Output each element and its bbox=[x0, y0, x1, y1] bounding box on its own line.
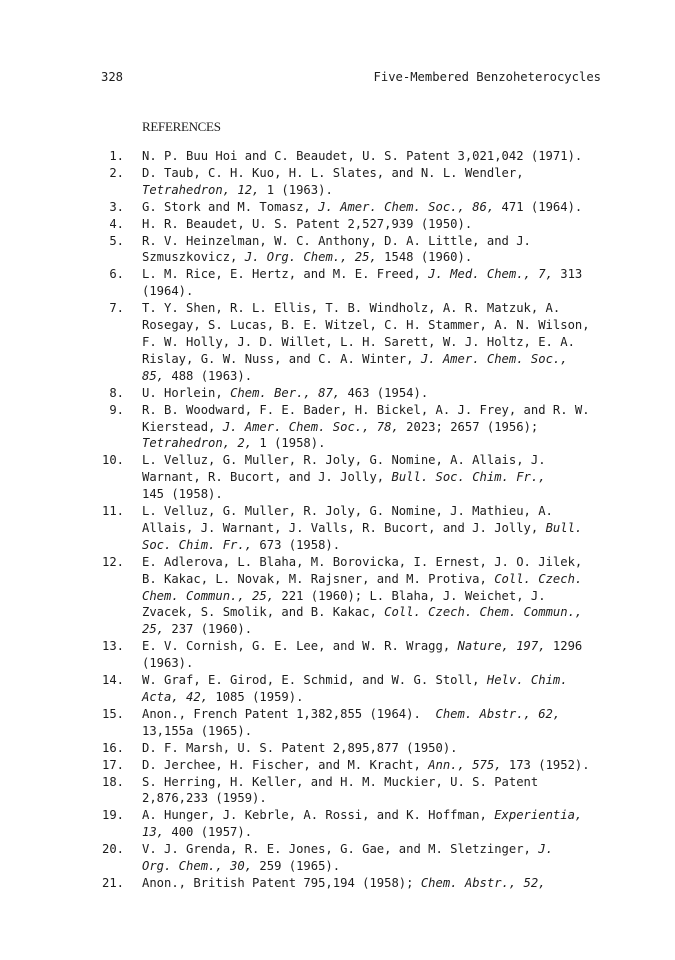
reference-line bbox=[142, 469, 610, 486]
reference-text bbox=[142, 266, 610, 300]
reference-line bbox=[142, 723, 610, 740]
reference-text bbox=[142, 638, 610, 672]
reference-line bbox=[142, 672, 610, 689]
citation-text: 1 (1963). bbox=[259, 182, 333, 197]
citation-text: 2,876,233 (1959). bbox=[142, 791, 267, 806]
citation-text: 1085 (1959). bbox=[208, 690, 304, 704]
citation-text: 313 bbox=[552, 267, 583, 282]
citation-italic: J. Amer. Chem. Soc., bbox=[420, 351, 568, 366]
reference-text bbox=[142, 452, 610, 503]
reference-item bbox=[100, 402, 610, 453]
reference-text bbox=[142, 757, 610, 774]
reference-line bbox=[142, 537, 610, 554]
reference-number: 17. bbox=[101, 757, 124, 772]
reference-number: 14. bbox=[101, 673, 124, 688]
citation-italic: Soc. Chim. Fr., bbox=[142, 537, 253, 552]
citation-text: Anon., French Patent 1,382,855 (1964). bbox=[142, 706, 436, 721]
citation-italic: Experientia, bbox=[494, 808, 583, 823]
citation-italic: Chem. Commun., 25, bbox=[142, 588, 275, 603]
citation-text: 1548 (1960). bbox=[376, 250, 473, 265]
reference-item bbox=[100, 165, 610, 199]
citation-italic: Chem. Abstr., 52, bbox=[420, 875, 546, 890]
reference-line bbox=[142, 283, 610, 300]
reference-line bbox=[142, 249, 610, 266]
reference-line bbox=[142, 604, 610, 621]
citation-italic: J. bbox=[538, 842, 553, 857]
reference-text bbox=[142, 199, 610, 216]
reference-line bbox=[142, 807, 610, 824]
reference-line bbox=[142, 216, 610, 233]
citation-text: L. Velluz, G. Muller, R. Joly, G. Nomine, J. Mathieu, A. bbox=[142, 504, 553, 519]
citation-text: N. P. Buu Hoi and C. Beaudet, U. S. Patent 3,021,042 (1971). bbox=[142, 149, 583, 163]
citation-text: L. M. Rice, E. Hertz, and M. E. Freed, bbox=[142, 267, 429, 282]
reference-text bbox=[142, 385, 610, 402]
reference-text bbox=[142, 672, 610, 706]
citation-text: U. Horlein, bbox=[142, 385, 231, 400]
citation-text: F. W. Holly, J. D. Willet, L. H. Sarett, W. J. Holtz, E. A. bbox=[142, 334, 575, 349]
reference-line bbox=[142, 419, 610, 436]
reference-number: 5. bbox=[109, 233, 124, 248]
citation-italic: Helv. Chim. bbox=[486, 673, 568, 688]
reference-line bbox=[142, 774, 610, 791]
reference-item bbox=[100, 300, 610, 385]
reference-text bbox=[142, 807, 610, 841]
reference-text bbox=[142, 875, 610, 892]
reference-text bbox=[142, 706, 610, 740]
reference-line bbox=[142, 148, 610, 165]
citation-italic: 25, bbox=[142, 622, 165, 637]
reference-line bbox=[142, 182, 610, 199]
citation-text: Warnant, R. Bucort, and J. Jolly, bbox=[142, 470, 392, 485]
reference-item bbox=[100, 774, 610, 808]
reference-line bbox=[142, 824, 610, 841]
citation-text: 1296 bbox=[545, 639, 583, 654]
reference-number: 6. bbox=[109, 267, 124, 282]
citation-text: W. Graf, E. Girod, E. Schmid, and W. G. Stoll, bbox=[142, 673, 487, 688]
citation-text: 221 (1960); L. Blaha, J. Weichet, J. bbox=[274, 588, 546, 603]
reference-item bbox=[100, 199, 610, 216]
reference-text bbox=[142, 841, 610, 875]
reference-line bbox=[142, 740, 610, 757]
reference-text bbox=[142, 148, 610, 165]
reference-number: 12. bbox=[101, 554, 124, 569]
citation-text: R. B. Woodward, F. E. Bader, H. Bickel, A. J. Frey, and R. W. bbox=[142, 402, 590, 417]
page-number: 328 bbox=[101, 70, 124, 84]
reference-number: 11. bbox=[101, 504, 124, 519]
citation-text: E. Adlerova, L. Blaha, M. Borovicka, I. Ernest, J. O. Jilek, bbox=[142, 554, 583, 569]
reference-item bbox=[100, 740, 610, 757]
citation-italic: J. Amer. Chem. Soc., 78, bbox=[222, 419, 399, 434]
reference-line bbox=[142, 300, 610, 317]
reference-number: 2. bbox=[109, 165, 124, 180]
citation-text: A. Hunger, J. Kebrle, A. Rossi, and K. Hoffman, bbox=[142, 808, 495, 823]
reference-text bbox=[142, 216, 610, 233]
reference-line bbox=[142, 621, 610, 638]
citation-text: 2023; 2657 (1956); bbox=[398, 419, 539, 434]
reference-line bbox=[142, 858, 610, 875]
reference-number: 8. bbox=[109, 385, 124, 400]
reference-item bbox=[100, 385, 610, 402]
citation-italic: Chem. Abstr., 62, bbox=[435, 706, 561, 721]
reference-number: 3. bbox=[109, 199, 124, 214]
reference-number: 15. bbox=[101, 706, 124, 721]
reference-line bbox=[142, 351, 610, 368]
references-heading: REFERENCES bbox=[142, 119, 221, 134]
citation-italic: Nature, 197, bbox=[457, 639, 546, 654]
citation-text: D. Jerchee, H. Fischer, and M. Kracht, bbox=[142, 757, 429, 772]
reference-item bbox=[100, 757, 610, 774]
citation-text: 145 (1958). bbox=[142, 487, 223, 502]
citation-italic: 13, bbox=[142, 825, 165, 840]
reference-line bbox=[142, 452, 610, 469]
reference-item bbox=[100, 807, 610, 841]
reference-line bbox=[142, 790, 610, 807]
reference-line bbox=[142, 841, 610, 858]
citation-italic: Acta, 42, bbox=[142, 690, 209, 704]
citation-text: 488 (1963). bbox=[164, 368, 253, 383]
citation-italic: Tetrahedron, 12, bbox=[142, 182, 260, 197]
citation-italic: Bull. Soc. Chim. Fr., bbox=[391, 470, 546, 485]
reference-item bbox=[100, 503, 610, 554]
reference-item bbox=[100, 638, 610, 672]
reference-text bbox=[142, 233, 610, 267]
citation-italic: 85, bbox=[142, 368, 165, 383]
reference-line bbox=[142, 588, 610, 605]
citation-text: 471 (1964). bbox=[494, 199, 583, 214]
reference-text bbox=[142, 740, 610, 757]
citation-text: Kierstead, bbox=[142, 419, 223, 434]
citation-text: Zvacek, S. Smolik, and B. Kakac, bbox=[142, 605, 385, 620]
citation-text: 463 (1954). bbox=[340, 385, 429, 400]
reference-text bbox=[142, 554, 610, 639]
citation-text: (1964). bbox=[142, 284, 194, 299]
reference-item bbox=[100, 266, 610, 300]
citation-italic: Chem. Ber., 87, bbox=[230, 385, 341, 400]
reference-line bbox=[142, 266, 610, 283]
reference-text bbox=[142, 503, 610, 554]
reference-number: 20. bbox=[101, 842, 124, 857]
reference-item bbox=[100, 452, 610, 503]
reference-number: 9. bbox=[109, 402, 124, 417]
citation-text: 400 (1957). bbox=[164, 825, 253, 840]
reference-line bbox=[142, 638, 610, 655]
citation-text: R. V. Heinzelman, W. C. Anthony, D. A. Little, and J. bbox=[142, 233, 531, 248]
reference-number: 13. bbox=[101, 639, 124, 654]
reference-number: 10. bbox=[101, 453, 124, 468]
reference-item bbox=[100, 216, 610, 233]
citation-text: 173 (1952). bbox=[501, 757, 590, 772]
citation-text: G. Stork and M. Tomasz, bbox=[142, 199, 319, 214]
reference-line bbox=[142, 757, 610, 774]
reference-line bbox=[142, 520, 610, 537]
citation-italic: Coll. Czech. bbox=[494, 571, 583, 586]
citation-italic: Coll. Czech. Chem. Commun., bbox=[384, 605, 583, 620]
reference-text bbox=[142, 300, 610, 385]
reference-line bbox=[142, 689, 610, 706]
reference-item bbox=[100, 875, 610, 892]
citation-text: 237 (1960). bbox=[164, 622, 253, 637]
citation-text: 1 (1958). bbox=[252, 436, 326, 451]
citation-text: H. R. Beaudet, U. S. Patent 2,527,939 (1950). bbox=[142, 216, 473, 231]
reference-number: 16. bbox=[101, 740, 124, 755]
reference-line bbox=[142, 199, 610, 216]
reference-item bbox=[100, 672, 610, 706]
reference-number: 4. bbox=[109, 216, 124, 231]
page-header bbox=[101, 68, 601, 86]
citation-text: (1963). bbox=[142, 656, 194, 671]
reference-text bbox=[142, 402, 610, 453]
reference-list bbox=[100, 148, 610, 892]
reference-line bbox=[142, 402, 610, 419]
reference-line bbox=[142, 435, 610, 452]
reference-line bbox=[142, 368, 610, 385]
reference-line bbox=[142, 503, 610, 520]
citation-text: V. J. Grenda, R. E. Jones, G. Gae, and M. Sletzinger, bbox=[142, 842, 539, 857]
reference-item bbox=[100, 554, 610, 639]
citation-text: T. Y. Shen, R. L. Ellis, T. B. Windholz, A. R. Matzuk, A. bbox=[142, 301, 561, 316]
citation-text: L. Velluz, G. Muller, R. Joly, G. Nomine, A. Allais, J. bbox=[142, 453, 546, 468]
citation-italic: Org. Chem., 30, bbox=[142, 859, 253, 874]
reference-line bbox=[142, 385, 610, 402]
citation-text: D. Taub, C. H. Kuo, H. L. Slates, and N. L. Wendler, bbox=[142, 165, 524, 180]
citation-text: Rislay, G. W. Nuss, and C. A. Winter, bbox=[142, 351, 421, 366]
citation-italic: Tetrahedron, 2, bbox=[142, 436, 253, 451]
citation-text: 13,155a (1965). bbox=[142, 723, 253, 738]
reference-number: 21. bbox=[101, 875, 124, 890]
reference-item bbox=[100, 148, 610, 165]
citation-italic: J. Amer. Chem. Soc., 86, bbox=[318, 199, 495, 214]
reference-item bbox=[100, 233, 610, 267]
citation-text: Anon., British Patent 795,194 (1958); bbox=[142, 875, 421, 890]
reference-line bbox=[142, 706, 610, 723]
citation-text: Rosegay, S. Lucas, B. E. Witzel, C. H. Stammer, A. N. Wilson, bbox=[142, 318, 590, 333]
reference-text bbox=[142, 774, 610, 808]
reference-line bbox=[142, 571, 610, 588]
citation-text: S. Herring, H. Keller, and H. M. Muckier, U. S. Patent bbox=[142, 774, 539, 789]
reference-line bbox=[142, 317, 610, 334]
reference-line bbox=[142, 875, 610, 892]
reference-number: 19. bbox=[101, 808, 124, 823]
citation-text: 673 (1958). bbox=[252, 537, 341, 552]
reference-line bbox=[142, 165, 610, 182]
citation-italic: J. Med. Chem., 7, bbox=[428, 267, 553, 282]
citation-italic: Ann., 575, bbox=[428, 757, 502, 772]
reference-number: 1. bbox=[109, 149, 124, 163]
citation-text: Allais, J. Warnant, J. Valls, R. Bucort, and J. Jolly, bbox=[142, 520, 546, 535]
reference-line bbox=[142, 655, 610, 672]
citation-text: E. V. Cornish, G. E. Lee, and W. R. Wragg, bbox=[142, 639, 458, 654]
citation-text: D. F. Marsh, U. S. Patent 2,895,877 (1950). bbox=[142, 740, 458, 755]
citation-text: Szmuszkovicz, bbox=[142, 250, 245, 265]
reference-line bbox=[142, 334, 610, 351]
reference-line bbox=[142, 233, 610, 250]
reference-line bbox=[142, 554, 610, 571]
running-title: Five-Membered Benzoheterocycles bbox=[373, 70, 601, 84]
reference-line bbox=[142, 486, 610, 503]
citation-italic: J. Org. Chem., 25, bbox=[244, 250, 377, 265]
citation-italic: Bull. bbox=[545, 520, 583, 535]
reference-text bbox=[142, 165, 610, 199]
reference-item bbox=[100, 841, 610, 875]
reference-number: 18. bbox=[101, 774, 124, 789]
citation-text: B. Kakac, L. Novak, M. Rajsner, and M. Protiva, bbox=[142, 571, 495, 586]
citation-text: 259 (1965). bbox=[252, 859, 341, 874]
reference-item bbox=[100, 706, 610, 740]
reference-number: 7. bbox=[109, 301, 124, 316]
